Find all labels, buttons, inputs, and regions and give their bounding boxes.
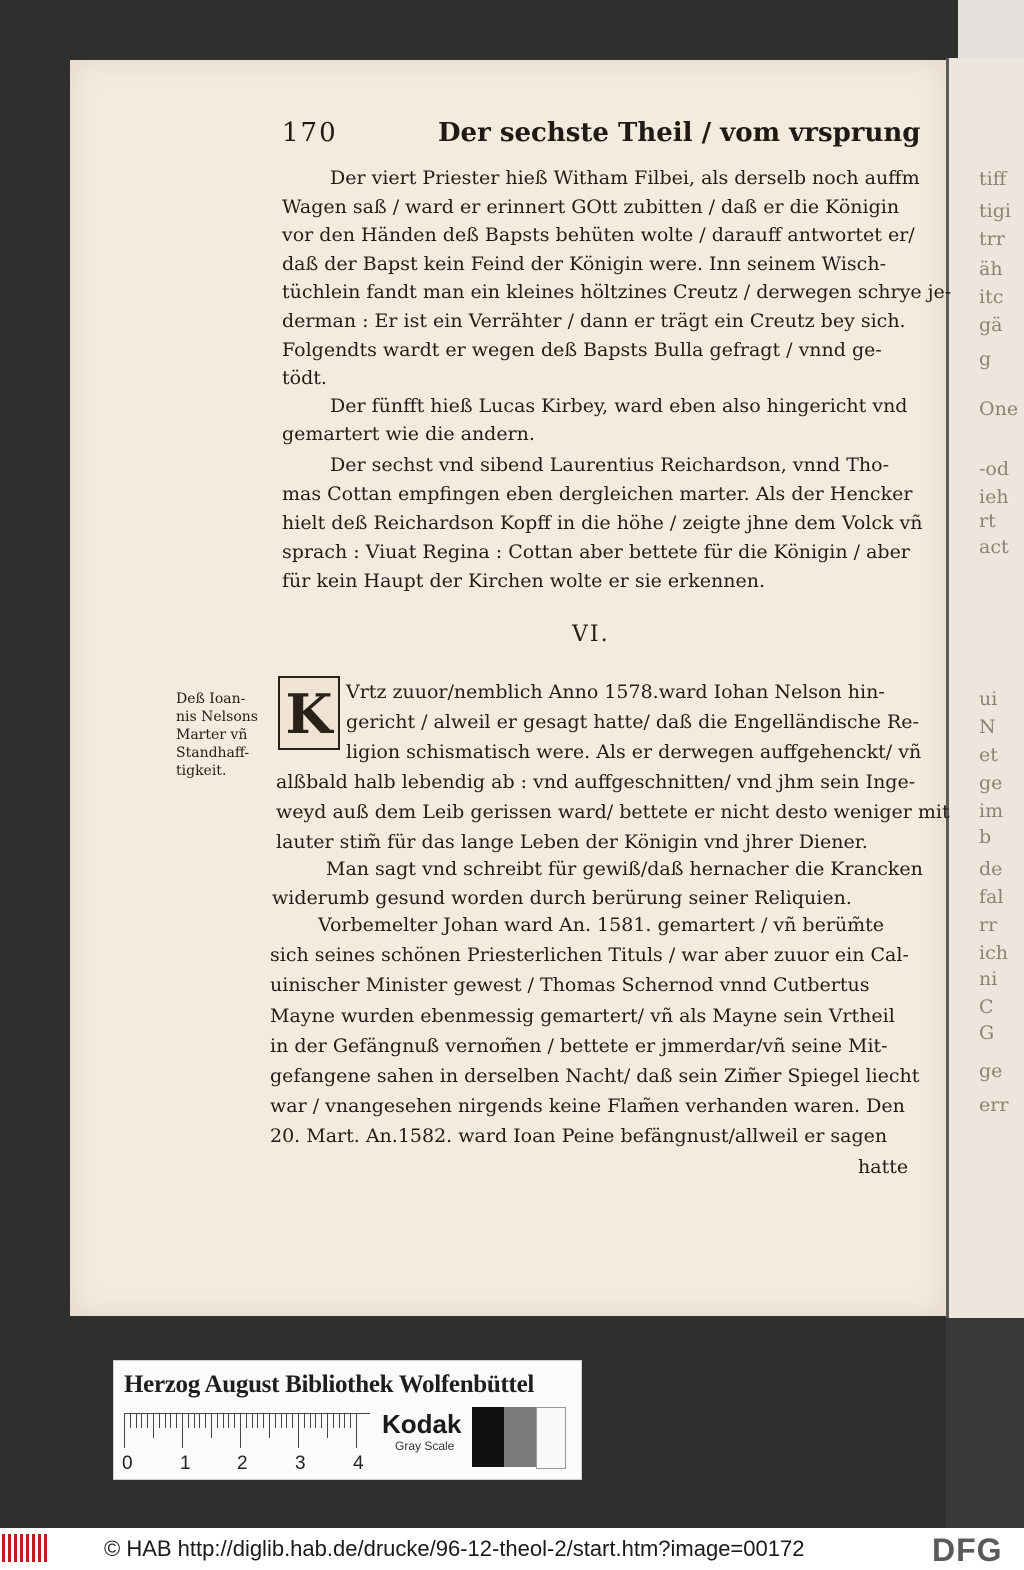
running-head: Der sechste Theil / vom vrsprung [438, 118, 921, 148]
ruler-tick [263, 1414, 264, 1428]
facing-page-fragment: fal [979, 886, 1004, 908]
facing-page-fragment: act [979, 536, 1009, 558]
ruler-tick [182, 1414, 183, 1448]
ruler-tick [199, 1414, 200, 1428]
facing-page-fragment: itc [979, 286, 1004, 308]
facing-page-fragment: tigi [979, 200, 1011, 222]
facing-page-fragment: G [979, 1022, 995, 1044]
ruler-tick [170, 1414, 171, 1428]
ruler-tick [234, 1414, 235, 1428]
facing-page-fragment: rt [979, 510, 996, 532]
ruler-tick [136, 1414, 137, 1428]
marginal-line: Marter vñ [176, 727, 248, 743]
ruler-tick [124, 1414, 125, 1448]
marginal-line: tigkeit. [176, 763, 227, 779]
facing-page-fragment: g [979, 348, 992, 370]
text-line: Der viert Priester hieß Witham Filbei, als derselb noch auffm [330, 167, 920, 189]
text-line: gemartert wie die andern. [282, 423, 535, 445]
facing-page-fragment: ieh [979, 486, 1009, 508]
ruler-tick [281, 1414, 282, 1428]
ruler-tick [292, 1414, 293, 1428]
text-line: lauter stim̃ für das lange Leben der Königin vnd jhrer Diener. [276, 831, 868, 853]
library-color-card [113, 1360, 582, 1480]
facing-page-fragment: ge [979, 772, 1003, 794]
ruler-tick [217, 1414, 218, 1428]
ruler-tick [130, 1414, 131, 1428]
text-line: alßbald halb lebendig ab : vnd auffgeschnitten/ vnd jhm sein Inge- [276, 771, 916, 793]
ruler-tick [310, 1414, 311, 1428]
facing-page-fragment: tiff [979, 168, 1007, 190]
footer-bar [0, 1528, 1024, 1570]
ruler-tick [350, 1414, 351, 1428]
facing-page-fragment: ge [979, 1060, 1003, 1082]
text-line: Wagen saß / ward er erinnert GOtt zubitten / daß er die Königin [282, 195, 900, 218]
hab-logo-icon [2, 1534, 48, 1562]
text-line: weyd auß dem Leib gerissen ward/ bettete er nicht desto weniger mit [276, 801, 950, 823]
facing-page-fragment: N [979, 716, 996, 738]
ruler-tick [153, 1414, 154, 1438]
ruler-tick [228, 1414, 229, 1428]
page-number: 170 [282, 118, 338, 148]
text-line: Vrtz zuuor/nemblich Anno 1578.ward Iohan Nelson hin- [346, 681, 885, 703]
source-url-link[interactable]: © HAB http://diglib.hab.de/drucke/96-12-theol-2/start.htm?image=00172 [104, 1536, 805, 1561]
library-name: Herzog August Bibliothek Wolfenbüttel [124, 1371, 535, 1398]
ruler-tick [147, 1414, 148, 1428]
ruler-number: 4 [353, 1453, 364, 1474]
text-line: daß der Bapst kein Feind der Königin were. Inn seinem Wisch- [282, 252, 886, 275]
text-line: vor den Händen deß Bapsts behüten wolte / darauff antwortet er/ [282, 224, 915, 247]
ruler-tick [321, 1414, 322, 1428]
text-line: Folgendts wardt er wegen deß Bapsts Bulla gefragt / vnnd ge- [282, 338, 882, 361]
text-line: Der sechst vnd sibend Laurentius Reichardson, vnnd Tho- [330, 454, 889, 476]
facing-page-fragment: de [979, 858, 1003, 880]
text-line: sprach : Viuat Regina : Cottan aber bettete für die Königin / aber [282, 541, 910, 563]
ruler-tick [315, 1414, 316, 1428]
ruler-tick [257, 1414, 258, 1428]
ruler-tick [333, 1414, 334, 1428]
ruler-tick [194, 1414, 195, 1428]
ruler-tick [141, 1414, 142, 1428]
text-line: hatte [858, 1155, 909, 1178]
text-line: Vorbemelter Johan ward An. 1581. gemartert / vñ berüm̃te [318, 914, 885, 936]
ruler-tick [327, 1414, 328, 1438]
black-swatch [472, 1407, 504, 1467]
facing-page-fragment: ui [979, 688, 998, 710]
text-line: ligion schismatisch were. Als er derwegen auffgehenckt/ vñ [346, 741, 922, 763]
dfg-logo: DFG [932, 1532, 1003, 1568]
ruler-tick [165, 1414, 166, 1428]
text-line: für kein Haupt der Kirchen wolte er sie erkennen. [282, 570, 766, 592]
facing-page-shadow [946, 1318, 1024, 1528]
text-line: tüchlein fandt man ein kleines höltzines Creutz / derwegen schrye je- [282, 281, 952, 304]
facing-page-fragment: äh [979, 258, 1003, 280]
text-line: gericht / alweil er gesagt hatte/ daß die Engelländische Re- [346, 711, 919, 733]
ruler-tick [286, 1414, 287, 1428]
facing-page-fragment: im [979, 800, 1004, 822]
facing-page-fragment: One [979, 398, 1019, 420]
ruler-tick [298, 1414, 299, 1448]
ruler-tick [304, 1414, 305, 1428]
facing-page-fragment: ich [979, 942, 1008, 964]
facing-page-fragment: err [979, 1094, 1009, 1116]
decorated-initial: K [278, 676, 340, 750]
ruler-number: 1 [180, 1453, 191, 1474]
white-swatch [536, 1407, 566, 1469]
ruler-tick [344, 1414, 345, 1428]
ruler-tick [240, 1414, 241, 1448]
ruler-tick [269, 1414, 270, 1438]
ruler-tick [188, 1414, 189, 1428]
text-line: 20. Mart. An.1582. ward Ioan Peine befängnust/allweil er sagen [270, 1125, 888, 1148]
text-line: in der Gefängnuß vernom̃en / bettete er jmmerdar/vñ seine Mit- [270, 1034, 888, 1057]
text-line: Der fünfft hieß Lucas Kirbey, ward eben also hingericht vnd [330, 395, 908, 417]
text-line: widerumb gesund worden durch berürung seiner Reliquien. [272, 887, 852, 909]
gray-scale-label: Gray Scale [395, 1439, 455, 1453]
facing-page [946, 58, 1024, 1318]
facing-page-fragment: rr [979, 914, 998, 936]
facing-page-fragment: et [979, 744, 998, 766]
ruler-tick [176, 1414, 177, 1428]
kodak-logo: Kodak [382, 1409, 462, 1439]
ruler-tick [159, 1414, 160, 1428]
ruler-tick [339, 1414, 340, 1428]
ruler-tick [252, 1414, 253, 1428]
ruler-tick [211, 1414, 212, 1438]
marginal-line: Deß Ioan- [176, 691, 246, 707]
facing-page-fragment: b [979, 826, 992, 848]
ruler-tick [223, 1414, 224, 1428]
text-line: Mayne wurden ebenmessig gemartert/ vñ als Mayne sein Vrtheil [270, 1004, 895, 1027]
ruler-tick [275, 1414, 276, 1428]
facing-page-edge [958, 0, 1024, 58]
ruler-tick [246, 1414, 247, 1428]
marginal-line: Standhaff- [176, 745, 250, 761]
facing-page-fragment: ni [979, 968, 998, 990]
text-line: war / vnangesehen nirgends keine Flam̃en verhanden waren. Den [270, 1095, 905, 1118]
text-line: mas Cottan empfingen eben dergleichen marter. Als der Hencker [282, 483, 913, 505]
section-number: VI. [572, 622, 610, 647]
ruler-tick [205, 1414, 206, 1428]
gray-swatch [504, 1407, 536, 1467]
ruler-tick [356, 1414, 357, 1448]
ruler-scale [124, 1413, 370, 1450]
facing-page-fragment: C [979, 996, 994, 1018]
ruler-number: 3 [295, 1453, 306, 1474]
facing-page-fragment: trr [979, 228, 1005, 250]
facing-page-fragment: gä [979, 314, 1003, 336]
text-line: gefangene sahen in derselben Nacht/ daß sein Zim̃er Spiegel liecht [270, 1065, 920, 1087]
text-line: hielt deß Reichardson Kopff in die höhe / zeigte jhne dem Volck vñ [282, 512, 923, 534]
text-line: uinischer Minister gewest / Thomas Schernod vnnd Cutbertus [270, 974, 870, 997]
ruler-number: 0 [122, 1453, 133, 1474]
marginal-note [176, 690, 272, 780]
text-line: tödt. [282, 367, 327, 390]
ruler-number: 2 [237, 1453, 248, 1474]
facing-page-fragment: -od [979, 458, 1010, 480]
marginal-line: nis Nelsons [176, 709, 258, 725]
text-line: sich seines schönen Priesterlichen Tituls / war aber zuuor ein Cal- [270, 944, 909, 967]
text-line: derman : Er ist ein Verrähter / dann er trägt ein Creutz bey sich. [282, 310, 906, 332]
text-line: Man sagt vnd schreibt für gewiß/daß hernacher die Krancken [326, 858, 923, 880]
